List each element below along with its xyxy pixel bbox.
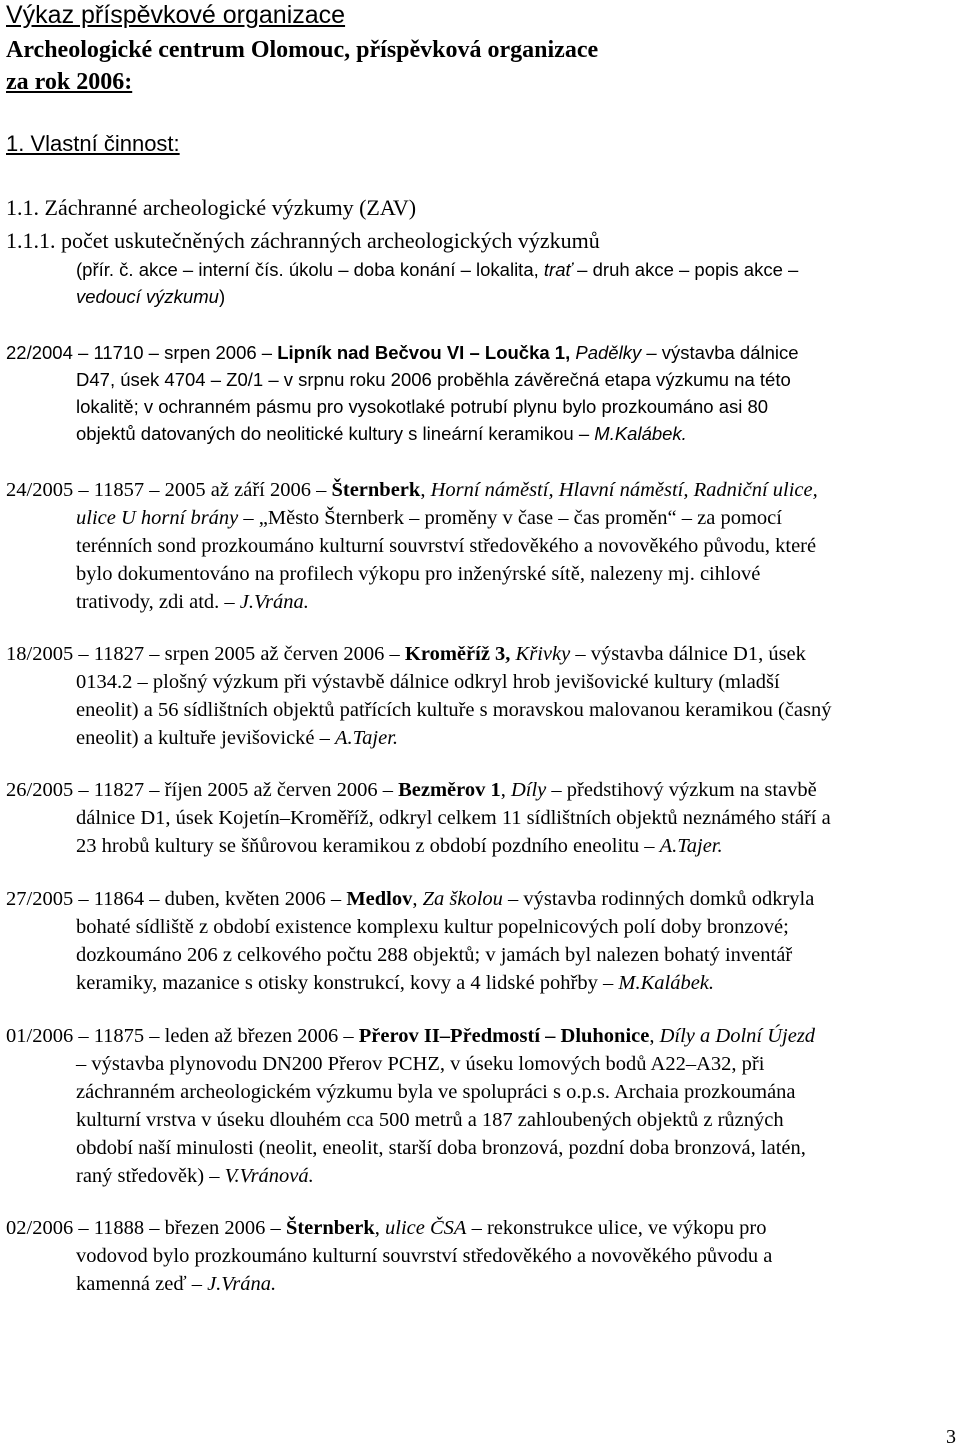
entry-4-line-3: 23 hrobů kultury se šňůrovou keramikou z období pozdního eneolitu – A.Tajer. (76, 835, 723, 857)
entry-4-line-1: 26/2005 – 11827 – říjen 2005 až červen 2006 – Bezměrov 1, Díly – předstihový výzkum na stavbě (6, 779, 817, 801)
entry-1-line-3: lokalitě; v ochranném pásmu pro vysokotlaké potrubí plynu bylo prozkoumáno asi 80 (76, 396, 769, 417)
entry-5-line-4: keramiky, mazanice s otisky konstrukcí, kovy a 4 lidské pohřby – M.Kalábek. (76, 972, 715, 994)
entry-7-line-3: kamenná zeď – J.Vrána. (76, 1273, 277, 1295)
entry-6-line-6: raný středověk) – V.Vránová. (76, 1165, 314, 1187)
entry-2-line-4: bylo dokumentováno na profilech výkopu pro inženýrské sítě, nalezeny mj. cihlové (76, 563, 761, 585)
legend-line-2: vedoucí výzkumu) (76, 286, 226, 307)
entry-2-line-2: ulice U horní brány – „Město Šternberk – proměny v čase – čas proměn“ – za pomocí (76, 507, 782, 529)
entry-1-line-2: D47, úsek 4704 – Z0/1 – v srpnu roku 2006 proběhla závěrečná etapa výzkumu na této (76, 369, 791, 390)
entry-6-line-1: 01/2006 – 11875 – leden až březen 2006 – Přerov II–Předmostí – Dluhonice, Díly a Dolní Újezd (6, 1025, 816, 1047)
entry-3-line-4: eneolit) a kultuře jevišovické – A.Tajer. (76, 727, 399, 749)
entry-7-line-2: vodovod bylo prozkoumáno kulturní souvrství středověkého a novověkého původu a (76, 1245, 773, 1267)
entry-5-line-1: 27/2005 – 11864 – duben, květen 2006 – Medlov, Za školou – výstavba rodinných domků odkryla (6, 888, 815, 910)
entry-1-line-1: 22/2004 – 11710 – srpen 2006 – Lipník nad Bečvou VI – Loučka 1, Padělky – výstavba dálnice (6, 342, 799, 363)
entry-4-line-2: dálnice D1, úsek Kojetín–Kroměříž, odkryl celkem 11 sídlištních objektů neznámého stáří a (76, 807, 831, 829)
entry-2-line-3: terénních sond prozkoumáno kulturní souvrství středověkého a novověkého původu, které (76, 535, 817, 557)
entry-6-line-2: – výstavba plynovodu DN200 Přerov PCHZ, v úseku lomových bodů A22–A32, při (76, 1053, 765, 1075)
section-heading-1: 1. Vlastní činnost: (6, 131, 180, 156)
entry-3-line-2: 0134.2 – plošný výzkum při výstavbě dálnice odkryl hrob jevišovické kultury (mladší (76, 671, 780, 693)
entry-3-line-3: eneolit) a 56 sídlištních objektů patřících kultuře s moravskou malovanou keramikou (časný (76, 699, 832, 721)
section-heading-1-1-1: 1.1.1. počet uskutečněných záchranných archeologických výzkumů (6, 228, 600, 253)
entry-6-line-3: záchranném archeologickém výzkumu byla ve spolupráci s o.p.s. Archaia prozkoumána (76, 1081, 796, 1103)
report-year: za rok 2006: (6, 69, 133, 95)
entry-5-line-2: bohaté sídliště z období existence komplexu kultur popelnicových polí doby bronzové; (76, 916, 789, 938)
entry-6-line-5: období naší minulosti (neolit, eneolit, starší doba bronzová, pozdní doba bronzová, latén, (76, 1137, 806, 1159)
entry-2-line-5: trativody, zdi atd. – J.Vrána. (76, 591, 309, 613)
entry-5-line-3: dozkoumáno 206 z celkového počtu 288 objektů; v jamách byl nalezen bohatý inventář (76, 944, 793, 966)
organization-name: Archeologické centrum Olomouc, příspěvková organizace (6, 37, 599, 63)
entry-6-line-4: kulturní vrstva v úseku dlouhém cca 500 metrů a 187 zahloubených objektů z různých (76, 1109, 784, 1131)
entry-2-line-1: 24/2005 – 11857 – 2005 až září 2006 – Šternberk, Horní náměstí, Hlavní náměstí, Radniční ulice, (6, 479, 818, 501)
entry-1-line-4: objektů datovaných do neolitické kultury s lineární keramikou – M.Kalábek. (76, 423, 687, 444)
entry-7-line-1: 02/2006 – 11888 – březen 2006 – Šternberk, ulice ČSA – rekonstrukce ulice, ve výkopu pro (6, 1217, 767, 1239)
legend-line-1: (přír. č. akce – interní čís. úkolu – doba konání – lokalita, trať – druh akce – popis akce – (76, 259, 799, 280)
section-heading-1-1: 1.1. Záchranné archeologické výzkumy (ZAV) (6, 195, 417, 220)
entry-3-line-1: 18/2005 – 11827 – srpen 2005 až červen 2006 – Kroměříž 3, Křivky – výstavba dálnice D1, úsek (6, 643, 806, 665)
document-title: Výkaz příspěvkové organizace (6, 1, 346, 29)
page-number: 3 (946, 1426, 956, 1448)
